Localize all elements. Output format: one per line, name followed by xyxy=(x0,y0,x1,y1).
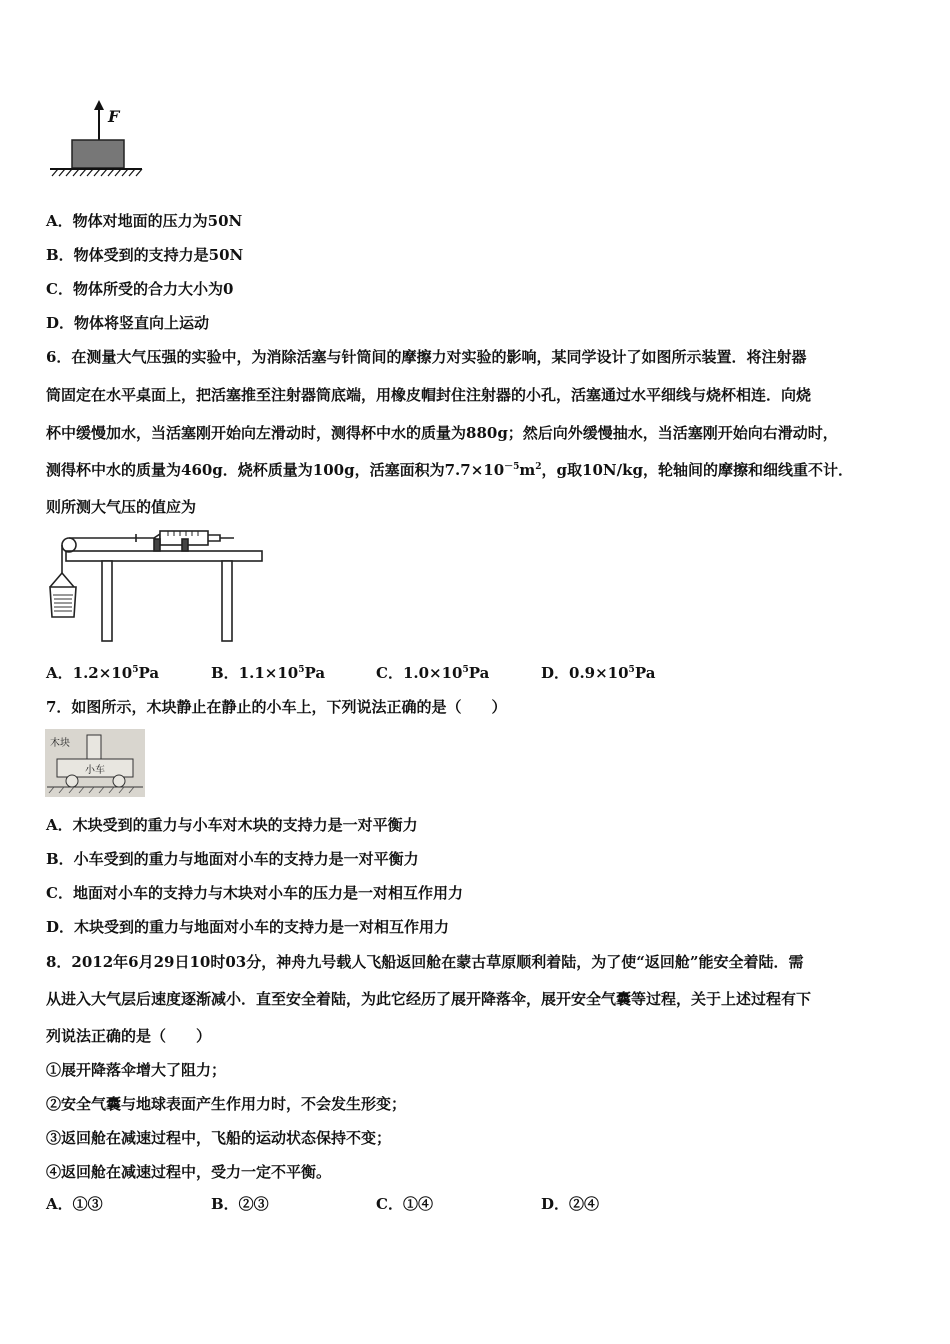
q6-option-b-post: Pa xyxy=(304,664,326,682)
q6-stem-line-3: 杯中缓慢加水，当活塞刚开始向左滑动时，测得杯中水的质量为880g；然后向外缓慢抽水，当活塞刚开始向右滑动时， xyxy=(46,424,838,442)
q6-option-c xyxy=(376,663,489,683)
cart-wheel-left xyxy=(66,775,78,787)
q6-option-b xyxy=(211,663,325,683)
syringe-clamp-left xyxy=(154,539,160,551)
syringe-tip xyxy=(208,535,234,541)
q8-statement-3: ③返回舱在减速过程中，飞船的运动状态保持不变； xyxy=(46,1129,392,1147)
q8-option-d: D．②④ xyxy=(541,1195,600,1213)
force-block-figure xyxy=(46,98,146,180)
q6-line4-pre: 测得杯中水的质量为460g．烧杯质量为100g，活塞面积为7.7×10 xyxy=(46,461,505,479)
q6-line4-exp2: 2 xyxy=(535,462,542,472)
cart-label: 小车 xyxy=(85,765,105,776)
q7-option-c: C．地面对小车的支持力与木块对小车的压力是一对相互作用力 xyxy=(46,884,463,902)
table-leg-right xyxy=(222,561,232,641)
q6-stem-line-2: 筒固定在水平桌面上，把活塞推至注射器筒底端，用橡皮帽封住注射器的小孔，活塞通过水平细线与烧杯相连．向烧 xyxy=(46,386,812,404)
wooden-block xyxy=(87,735,101,759)
q6-stem-line-4 xyxy=(46,460,853,480)
q6-option-d-exp: 5 xyxy=(628,665,635,675)
q6-option-d xyxy=(541,663,655,683)
beaker xyxy=(50,587,76,617)
q8-stem-line-2: 从进入大气层后速度逐渐减小．直至安全着陆，为此它经历了展开降落伞，展开安全气囊等过程，关于上述过程有下 xyxy=(46,990,812,1008)
q7-stem: 7．如图所示，木块静止在静止的小车上，下列说法正确的是（ ） xyxy=(46,698,507,716)
q6-line4-exp: －5 xyxy=(504,462,520,472)
q6-line4-mid: m xyxy=(519,461,536,479)
ground-hatch xyxy=(52,169,142,176)
q7-option-a: A．木块受到的重力与小车对木块的支持力是一对平衡力 xyxy=(46,816,418,834)
q6-option-a xyxy=(46,663,159,683)
q6-option-c-post: Pa xyxy=(468,664,490,682)
q8-statement-1: ①展开降落伞增大了阻力； xyxy=(46,1061,227,1079)
q6-option-c-pre: C．1.0×10 xyxy=(376,664,463,682)
q8-option-c: C．①④ xyxy=(376,1195,433,1213)
q6-option-d-pre: D．0.9×10 xyxy=(541,664,629,682)
q6-option-a-exp: 5 xyxy=(132,665,139,675)
table-leg-left xyxy=(102,561,112,641)
q8-stem-line-3: 列说法正确的是（ ） xyxy=(46,1027,212,1045)
q6-option-a-pre: A．1.2×10 xyxy=(46,664,133,682)
syringe-apparatus-figure xyxy=(44,525,266,645)
pulley xyxy=(62,538,76,552)
q8-statement-2: ②安全气囊与地球表面产生作用力时，不会发生形变； xyxy=(46,1095,407,1113)
q5-option-a: A．物体对地面的压力为50N xyxy=(46,212,243,230)
q6-option-b-pre: B．1.1×10 xyxy=(211,664,299,682)
q6-line4-post: ，g取10N/kg，轮轴间的摩擦和细线重不计． xyxy=(541,461,853,479)
q8-statement-4: ④返回舱在减速过程中，受力一定不平衡。 xyxy=(46,1163,332,1181)
q8-option-b: B．②③ xyxy=(211,1195,269,1213)
force-arrow-head xyxy=(94,100,104,110)
force-label: F xyxy=(108,107,120,126)
q6-stem-line-5: 则所测大气压的值应为 xyxy=(46,498,197,516)
q7-option-b: B．小车受到的重力与地面对小车的支持力是一对平衡力 xyxy=(46,850,419,868)
block xyxy=(72,140,124,168)
q7-option-d: D．木块受到的重力与地面对小车的支持力是一对相互作用力 xyxy=(46,918,450,936)
beaker-hanger xyxy=(50,573,74,587)
q5-option-c: C．物体所受的合力大小为0 xyxy=(46,280,234,298)
q5-option-b: B．物体受到的支持力是50N xyxy=(46,246,244,264)
q6-option-a-post: Pa xyxy=(138,664,160,682)
q6-option-b-exp: 5 xyxy=(298,665,305,675)
q8-stem-line-1: 8．2012年6月29日10时03分，神舟九号载人飞船返回舱在蒙古草原顺利着陆，为了使“返回舱”能安全着陆．需 xyxy=(46,953,804,971)
q6-option-d-post: Pa xyxy=(634,664,656,682)
q5-option-d: D．物体将竖直向上运动 xyxy=(46,314,210,332)
q6-option-c-exp: 5 xyxy=(462,665,469,675)
q6-stem-line-1: 6．在测量大气压强的实验中，为消除活塞与针筒间的摩擦力对实验的影响，某同学设计了如图所示装置．将注射器 xyxy=(46,348,807,366)
cart-block-figure xyxy=(45,729,145,797)
block-label: 木块 xyxy=(50,738,70,749)
q8-option-a: A．①③ xyxy=(46,1195,103,1213)
syringe-clamp-right xyxy=(182,539,188,551)
cart-wheel-right xyxy=(113,775,125,787)
table-top xyxy=(66,551,262,561)
